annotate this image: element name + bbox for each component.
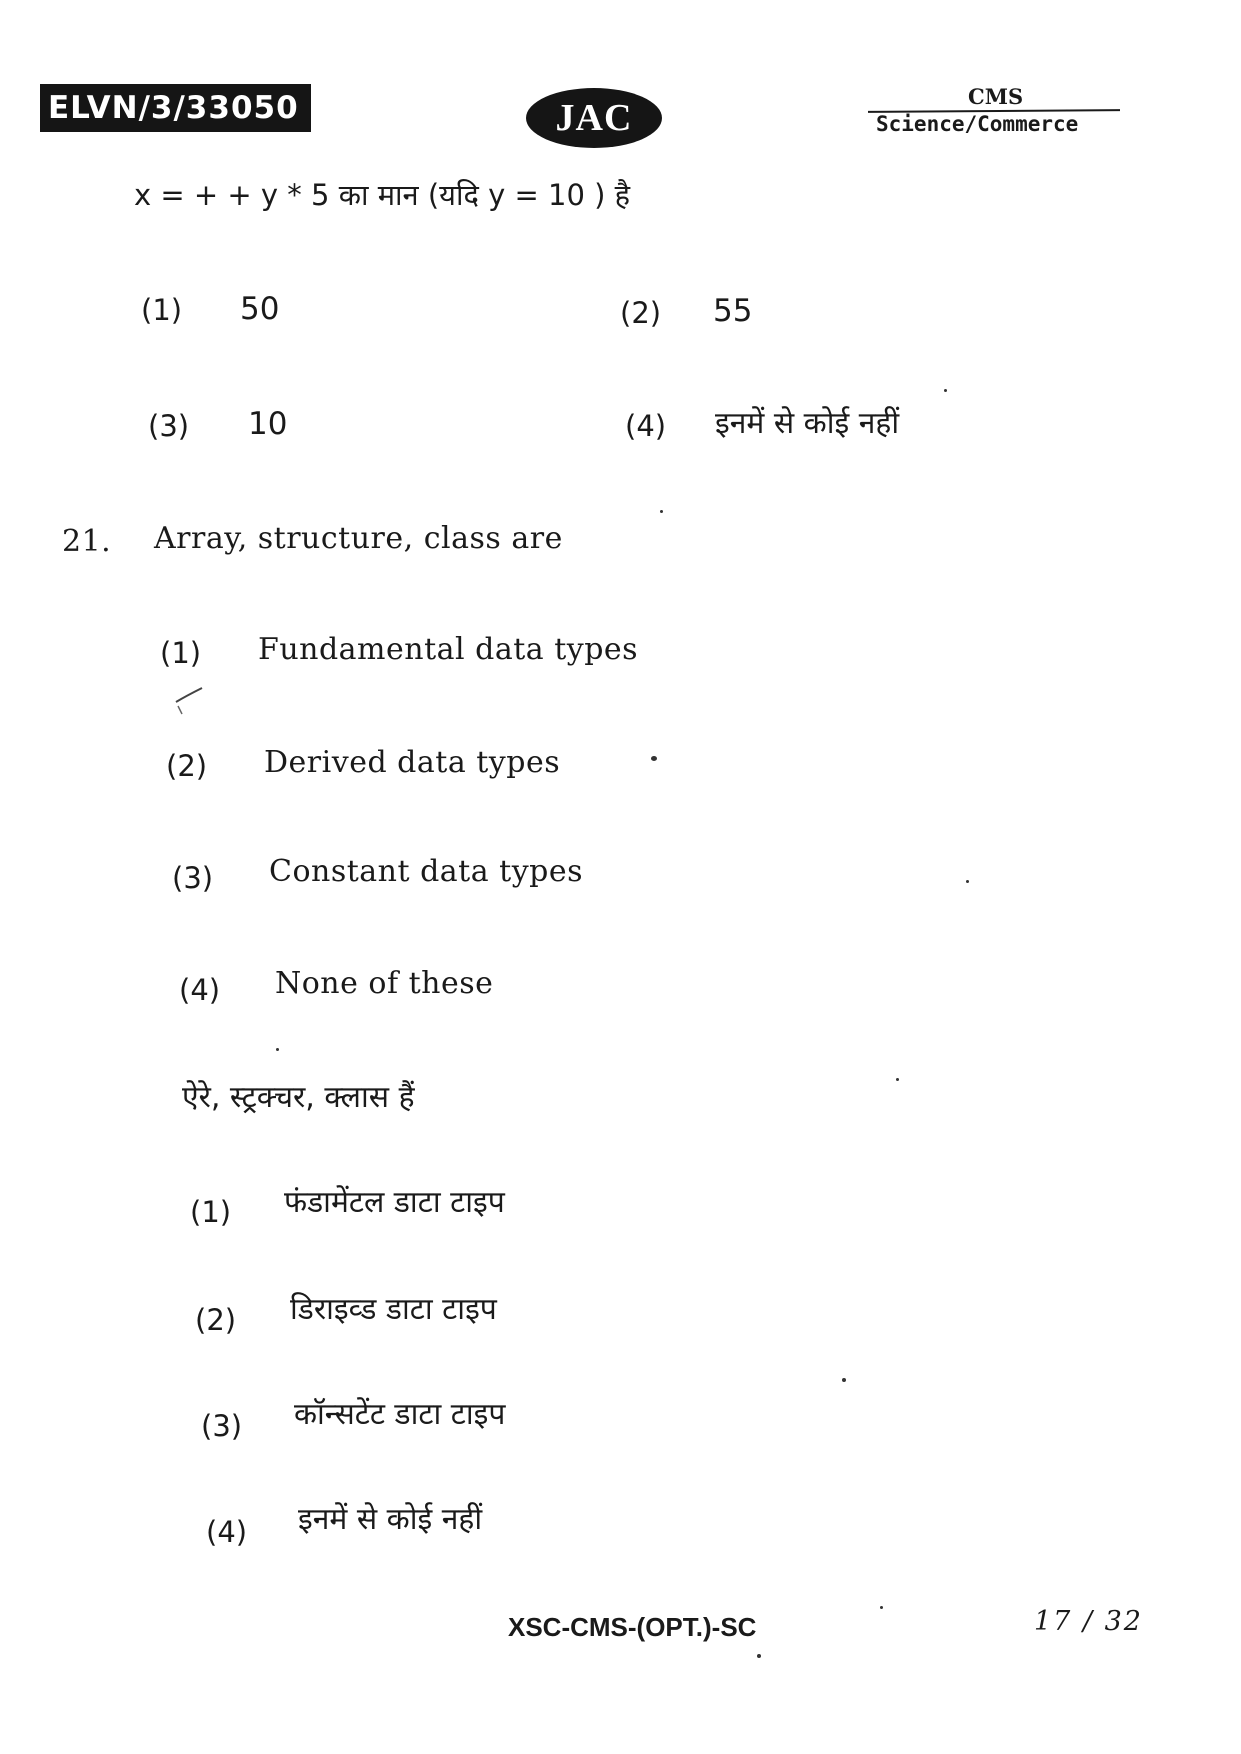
tick-mark-icon: [172, 684, 212, 720]
q21-option-4-number: (4): [179, 973, 221, 1007]
q20-option-4-text: इनमें से कोई नहीं: [715, 406, 900, 441]
paper-code-label: ELVN/3/33050: [40, 84, 311, 132]
q21-hi-option-3-text: कॉन्सटेंट डाटा टाइप: [294, 1397, 506, 1432]
q21-option-3-number: (3): [172, 861, 214, 895]
page-number: 17 / 32: [1034, 1606, 1143, 1637]
q20-statement: x = + + y * 5 का मान (यदि y = 10 ) है: [134, 178, 631, 212]
q20-option-2-number: (2): [620, 296, 662, 330]
scan-speck: [842, 1378, 846, 1382]
scan-speck: [651, 756, 657, 761]
q21-question: Array, structure, class are: [154, 521, 563, 556]
q21-hi-option-4-text: इनमें से कोई नहीं: [298, 1502, 483, 1537]
q21-option-1-text: Fundamental data types: [258, 632, 639, 667]
q21-hi-option-3-number: (3): [201, 1409, 243, 1443]
q20-option-3-number: (3): [148, 409, 190, 443]
q21-option-2-text: Derived data types: [264, 745, 561, 780]
footer-code: XSC-CMS-(OPT.)-SC: [508, 1612, 757, 1642]
q20-option-1-text: 50: [240, 291, 280, 327]
q21-option-3-text: Constant data types: [269, 854, 584, 889]
q21-question-hindi: ऐरे, स्ट्रक्चर, क्लास हैं: [182, 1080, 415, 1115]
board-logo-text: JAC: [555, 97, 633, 139]
stream-label: Science/Commerce: [876, 112, 1079, 136]
q21-number: 21.: [62, 524, 112, 559]
q21-hi-option-2-text: डिराइव्ड डाटा टाइप: [290, 1292, 497, 1327]
q20-option-1-number: (1): [141, 293, 183, 327]
scan-speck: [757, 1654, 761, 1658]
q21-option-4-text: None of these: [275, 966, 494, 1001]
q21-option-2-number: (2): [166, 749, 208, 783]
q21-hi-option-1-text: फंडामेंटल डाटा टाइप: [284, 1185, 505, 1220]
q21-hi-option-2-number: (2): [195, 1303, 237, 1337]
scan-speck: [660, 510, 663, 513]
q21-hi-option-1-number: (1): [190, 1195, 232, 1229]
q20-option-3-text: 10: [248, 406, 288, 442]
scan-speck: [944, 389, 947, 392]
q21-hi-option-4-number: (4): [206, 1515, 248, 1549]
q21-option-1-number: (1): [160, 636, 202, 670]
scan-speck: [896, 1078, 899, 1081]
subject-label: CMS: [968, 84, 1024, 109]
q20-option-2-text: 55: [713, 293, 753, 329]
scan-speck: [880, 1606, 883, 1609]
q20-option-4-number: (4): [625, 409, 667, 443]
scan-speck: [276, 1048, 279, 1051]
scan-speck: [966, 880, 969, 883]
board-logo: [526, 88, 662, 148]
